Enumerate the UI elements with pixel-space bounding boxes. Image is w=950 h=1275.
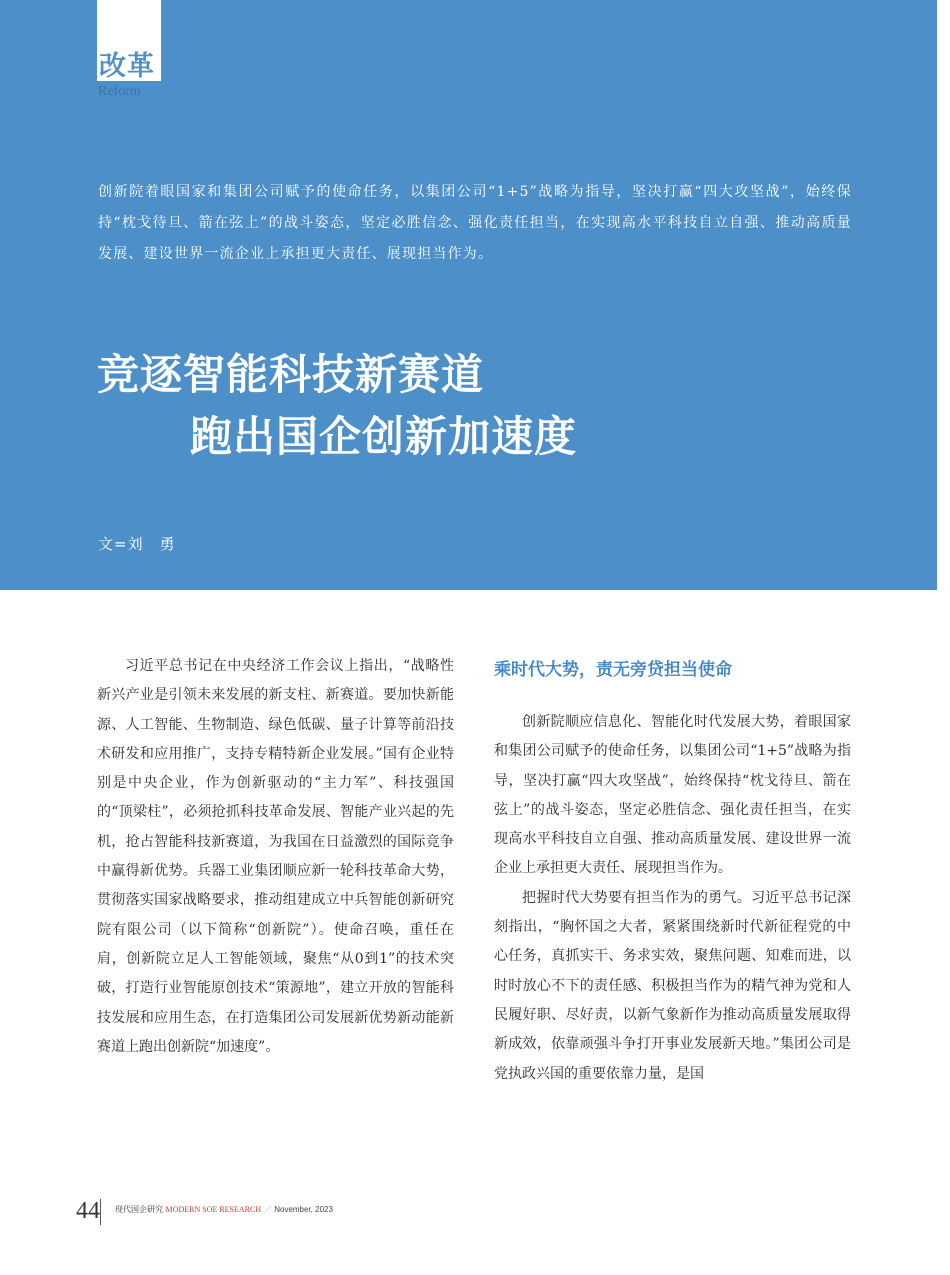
body-paragraph: 把握时代大势要有担当作为的勇气。习近平总书记深刻指出，“胸怀国之大者，紧紧围绕新时代新征程党的中心任务，真抓实干、务求实效，聚焦问题、知难而进，以时时放心不下的责任感、积极担当作为的精气神为党和人民履好职、尽好责，以新气象新作为推动高质量发展取得新成效，依靠顽强斗争打开事业发展新天地。”集团公司是党执政兴国的重要依靠力量，是国 — [494, 889, 851, 1082]
magazine-name-en: MODERN SOE RESEARCH — [165, 1205, 262, 1214]
left-column — [97, 652, 454, 1062]
section-label-english: Reform — [98, 84, 141, 99]
article-title-line-2: 跑出国企创新加速度 — [190, 412, 578, 461]
body-paragraph: 习近平总书记在中央经济工作会议上指出，“战略性新兴产业是引领未来发展的新支柱、新赛道。要加快新能源、人工智能、生物制造、绿色低碳、量子计算等前沿技术研发和应用推广，支持专精特新企业发展。”国有企业特别是中央企业，作为创新驱动的“主力军”、科技强国的“顶梁柱”，必须抢抓科技革命发展、智能产业兴起的先机，抢占智能科技新赛道，为我国在日益激烈的国际竞争中赢得新优势。兵器工业集团顺应新一轮科技革命大势，贯彻落实国家战略要求，推动组建成立中兵智能创新研究院有限公司（以下简称“创新院”）。使命召唤，重任在肩，创新院立足人工智能领域，聚焦“从0到1”的技术突破，打造行业智能原创技术“策源地”，建立开放的智能科技发展和应用生态，在打造集团公司发展新优势新动能新赛道上跑出创新院“加速度”。 — [97, 658, 454, 1055]
author-byline: 文=刘 勇 — [98, 535, 176, 553]
article-lead: 创新院着眼国家和集团公司赋予的使命任务，以集团公司“1+5”战略为指导，坚决打赢“四大攻坚战”，始终保持“枕戈待旦、箭在弦上”的战斗姿态，坚定必胜信念、强化责任担当，在实现高水平科技自立自强、推动高质量发展、建设世界一流企业上承担更大责任、展现担当作为。 — [98, 184, 852, 262]
footer-separator: ／ — [263, 1205, 272, 1214]
page-number: 44 — [76, 1198, 100, 1224]
section-label: 改革 — [99, 51, 155, 82]
magazine-footer — [115, 1204, 333, 1215]
footer-divider — [100, 1199, 101, 1225]
body-paragraph: 创新院顺应信息化、智能化时代发展大势，着眼国家和集团公司赋予的使命任务，以集团公司“1+5”战略为指导，坚决打赢“四大攻坚战”，始终保持“枕戈待旦、箭在弦上”的战斗姿态，坚定必胜信念、强化责任担当，在实现高水平科技自立自强、推动高质量发展、建设世界一流企业上承担更大责任、展现担当作为。 — [494, 714, 851, 877]
right-column — [494, 708, 851, 1089]
issue-date: November, 2023 — [274, 1205, 333, 1214]
article-title-line-1: 竞逐智能科技新赛道 — [97, 350, 485, 399]
magazine-name-cn: 现代国企研究 — [115, 1205, 163, 1214]
section-subheading: 乘时代大势，责无旁贷担当使命 — [494, 660, 732, 680]
